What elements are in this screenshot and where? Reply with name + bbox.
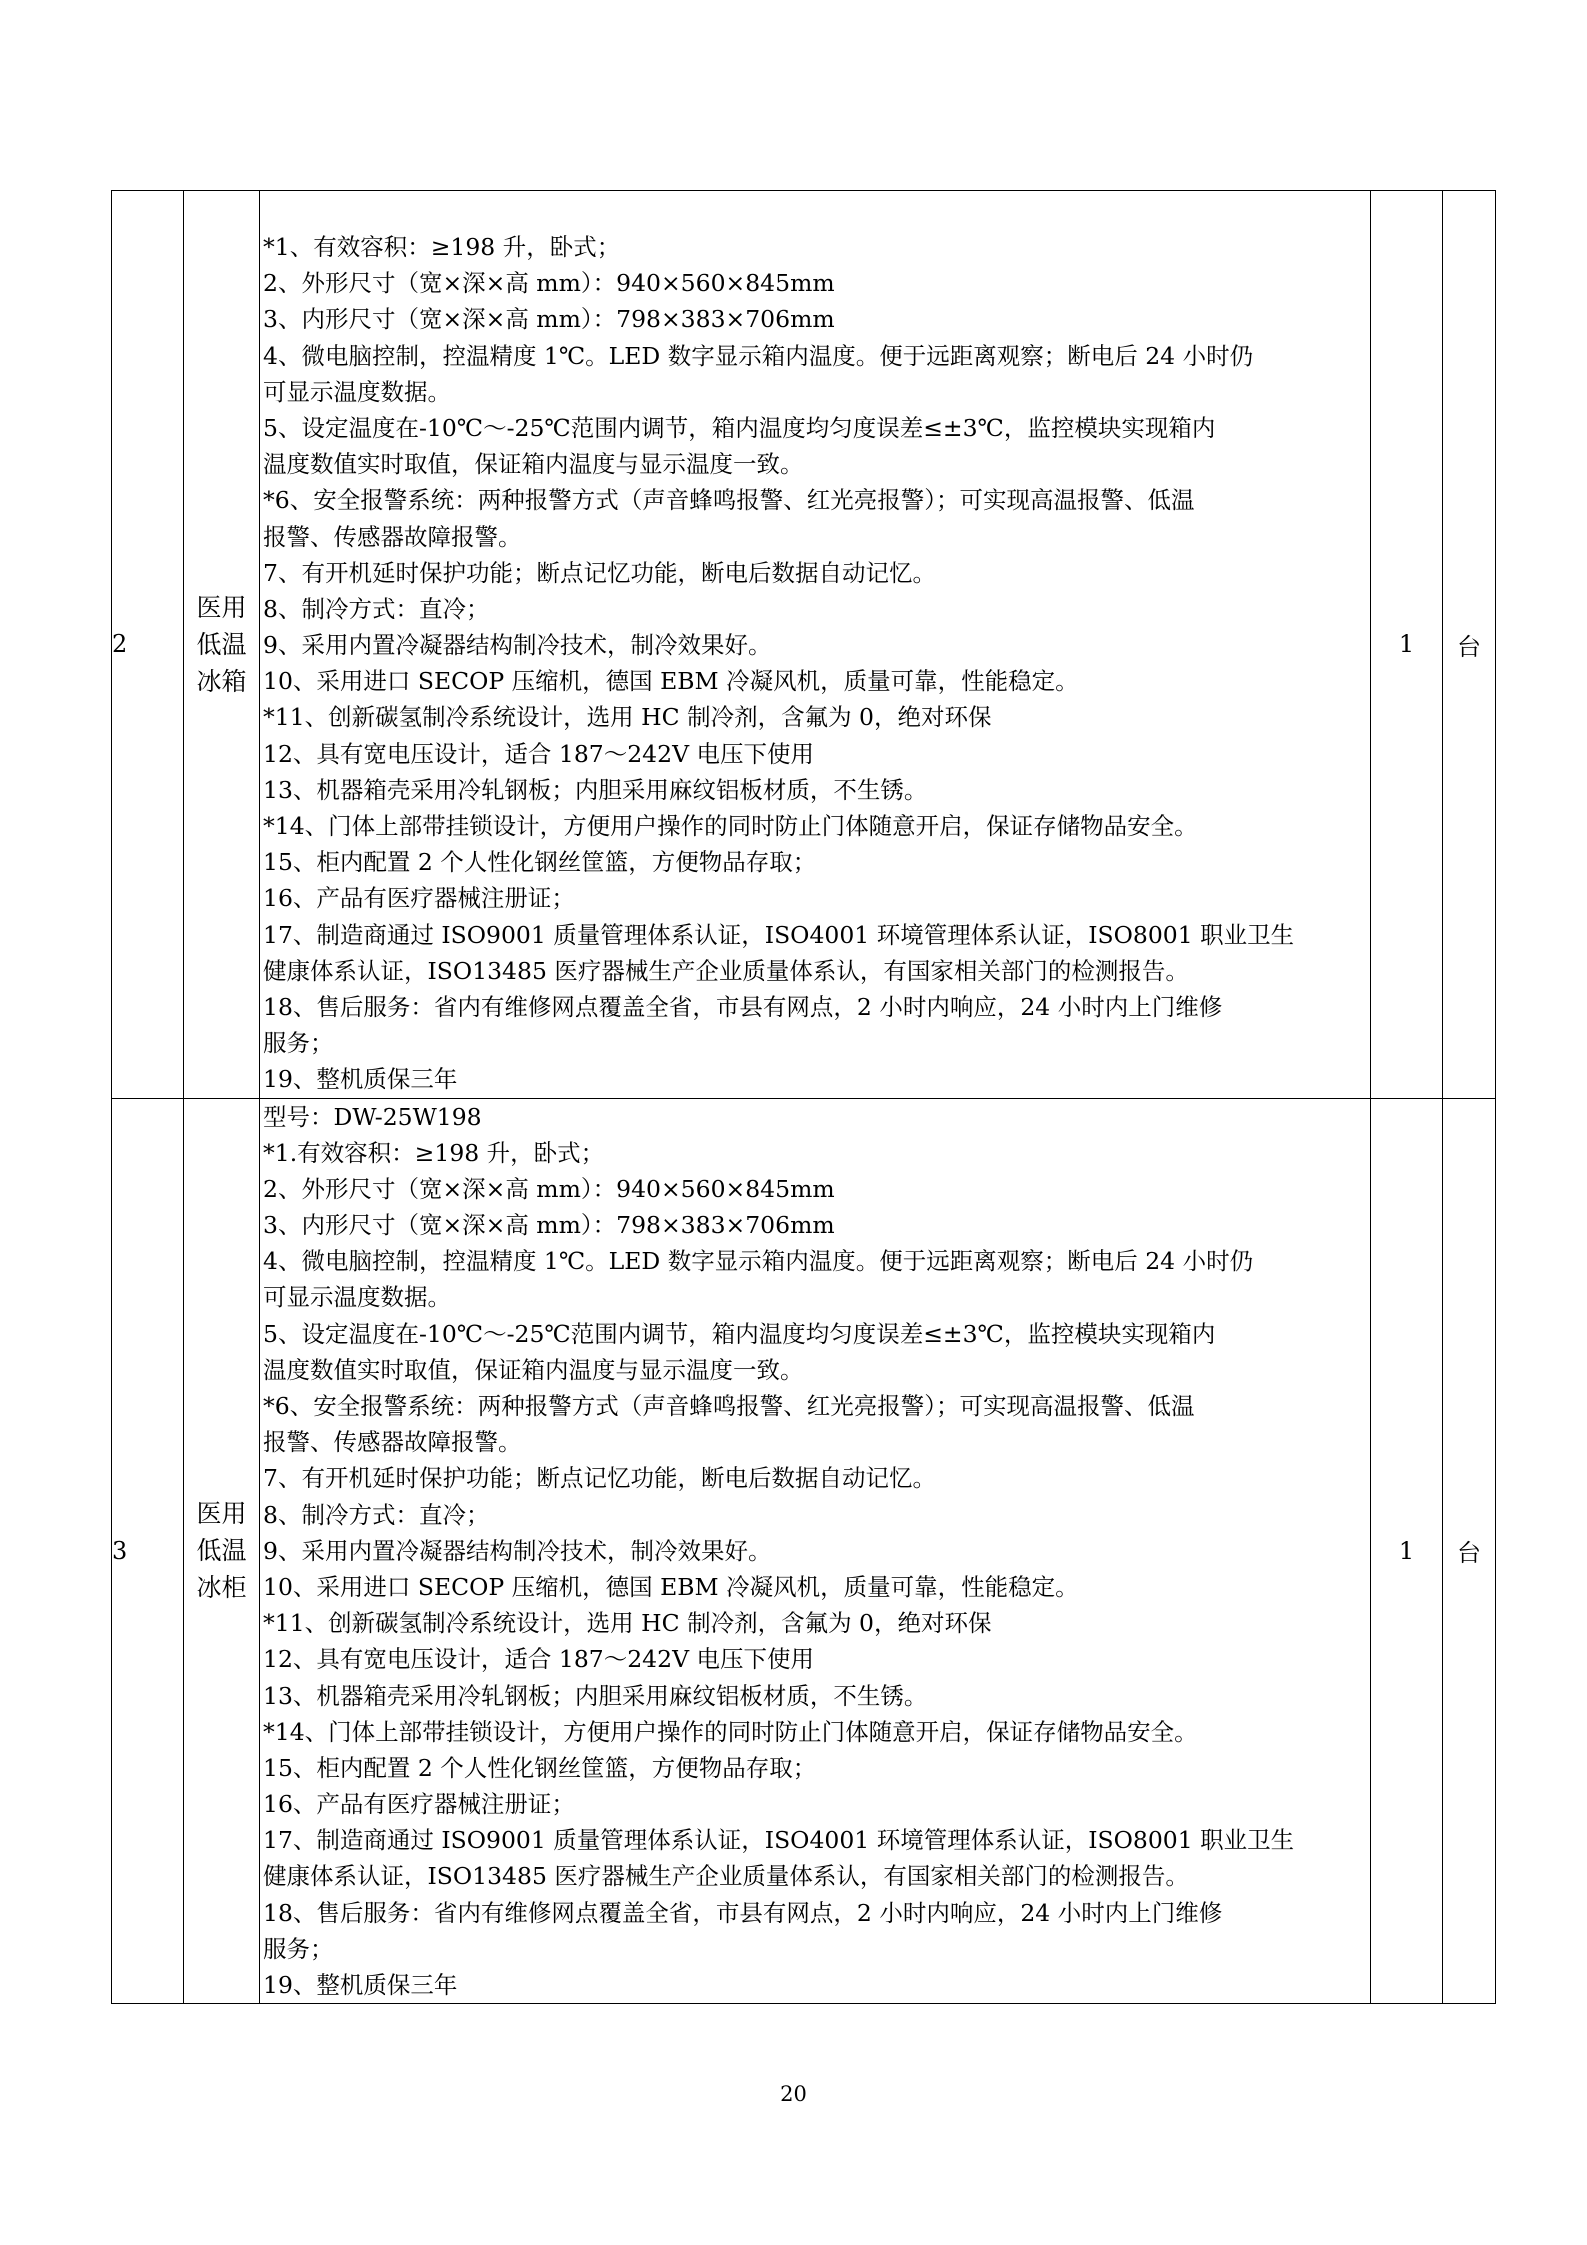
spec-line: 8、制冷方式：直冷； [263,594,490,623]
spec-line: *1、有效容积：≥198 升，卧式； [263,233,621,261]
spec-line: 13、机器箱壳采用冷轧钢板；内胆采用麻纹铝板材质，不生锈。 [263,1681,928,1710]
spec-line: 健康体系认证，ISO13485 医疗器械生产企业质量体系认，有国家相关部门的检测报告。 [263,956,1189,985]
item-name-line: 冰柜 [196,1573,247,1603]
item-number: 2 [112,191,184,1099]
table-row [112,191,1496,1099]
spec-line: 16、产品有医疗器械注册证； [263,1790,575,1819]
page-number: 20 [780,2082,807,2106]
spec-line: 4、微电脑控制，控温精度 1℃。LED 数字显示箱内温度。便于远距离观察；断电后 24 小时仍 [263,1247,1254,1276]
item-specifications [260,1098,1371,2004]
equipment-spec-table [111,190,1496,2004]
spec-line: 16、产品有医疗器械注册证； [263,884,575,913]
spec-line: *14、门体上部带挂锁设计，方便用户操作的同时防止门体随意开启，保证存储物品安全。 [263,812,1198,840]
item-name-line: 冰箱 [196,666,247,696]
spec-line: 9、采用内置冷凝器结构制冷技术，制冷效果好。 [263,1536,772,1565]
spec-line: 报警、传感器故障报警。 [263,522,522,551]
spec-line: 13、机器箱壳采用冷轧钢板；内胆采用麻纹铝板材质，不生锈。 [263,775,928,804]
spec-line: 4、微电脑控制，控温精度 1℃。LED 数字显示箱内温度。便于远距离观察；断电后 24 小时仍 [263,341,1254,370]
spec-line: *6、安全报警系统：两种报警方式（声音蜂鸣报警、红光亮报警）；可实现高温报警、低温 [263,486,1195,515]
spec-line: 温度数值实时取值，保证箱内温度与显示温度一致。 [263,1355,804,1384]
spec-table-body [112,191,1496,2004]
spec-line: 可显示温度数据。 [263,377,451,406]
item-name [184,1098,260,2004]
spec-line: 15、柜内配置 2 个人性化钢丝筐篮，方便物品存取； [263,848,817,877]
spec-line: 17、制造商通过 ISO9001 质量管理体系认证，ISO4001 环境管理体系认证，ISO8001 职业卫生 [263,1826,1295,1855]
spec-line: 5、设定温度在-10℃～-25℃范围内调节，箱内温度均匀度误差≤±3℃，监控模块实现箱内 [263,413,1216,442]
spec-line: 12、具有宽电压设计，适合 187～242V 电压下使用 [263,1645,815,1674]
spec-line: 7、有开机延时保护功能；断点记忆功能，断电后数据自动记忆。 [263,558,936,587]
spec-line: 9、采用内置冷凝器结构制冷技术，制冷效果好。 [263,631,772,660]
item-quantity: 1 [1371,1098,1443,2004]
item-name-line: 医用 [196,1499,247,1529]
spec-line: 10、采用进口 SECOP 压缩机，德国 EBM 冷凝风机，质量可靠，性能稳定。 [263,667,1079,696]
item-unit: 台 [1443,1098,1496,2004]
item-number: 3 [112,1098,184,2004]
spec-line: *14、门体上部带挂锁设计，方便用户操作的同时防止门体随意开启，保证存储物品安全。 [263,1717,1198,1746]
spec-line: 10、采用进口 SECOP 压缩机，德国 EBM 冷凝风机，质量可靠，性能稳定。 [263,1572,1079,1601]
spec-line: 型号：DW-25W198 [263,1102,482,1131]
item-name-line: 低温 [196,629,247,659]
item-quantity: 1 [1371,191,1443,1099]
spec-line: *11、创新碳氢制冷系统设计，选用 HC 制冷剂，含氟为 0，绝对环保 [263,1609,992,1638]
item-specifications [260,191,1371,1099]
spec-line: 报警、传感器故障报警。 [263,1428,522,1457]
spec-line: 19、整机质保三年 [263,1065,458,1094]
spec-line: 服务； [263,1029,334,1058]
spec-line: 12、具有宽电压设计，适合 187～242V 电压下使用 [263,739,815,768]
spec-line: 2、外形尺寸（宽×深×高 mm）：940×560×845mm [263,1174,835,1203]
spec-line: *6、安全报警系统：两种报警方式（声音蜂鸣报警、红光亮报警）；可实现高温报警、低温 [263,1392,1195,1420]
item-unit: 台 [1443,191,1496,1099]
spec-line: 3、内形尺寸（宽×深×高 mm）：798×383×706mm [263,305,835,334]
spec-line: 8、制冷方式：直冷； [263,1500,490,1529]
spec-line: 18、售后服务：省内有维修网点覆盖全省，市县有网点，2 小时内响应，24 小时内上门维修 [263,992,1223,1021]
item-name-line: 医用 [196,592,247,622]
item-name-line: 低温 [196,1536,247,1566]
spec-line: *11、创新碳氢制冷系统设计，选用 HC 制冷剂，含氟为 0，绝对环保 [263,703,992,732]
spec-line: 19、整机质保三年 [263,1971,458,1999]
spec-line: *1.有效容积：≥198 升，卧式； [263,1138,605,1167]
spec-line: 18、售后服务：省内有维修网点覆盖全省，市县有网点，2 小时内响应，24 小时内上门维修 [263,1898,1223,1927]
spec-line: 服务； [263,1934,334,1963]
item-name [184,191,260,1099]
spec-line: 3、内形尺寸（宽×深×高 mm）：798×383×706mm [263,1211,835,1240]
spec-line: 可显示温度数据。 [263,1283,451,1312]
spec-line: 15、柜内配置 2 个人性化钢丝筐篮，方便物品存取； [263,1753,817,1782]
spec-line: 7、有开机延时保护功能；断点记忆功能，断电后数据自动记忆。 [263,1464,936,1493]
spec-line: 温度数值实时取值，保证箱内温度与显示温度一致。 [263,450,804,479]
spec-line: 17、制造商通过 ISO9001 质量管理体系认证，ISO4001 环境管理体系认证，ISO8001 职业卫生 [263,920,1295,949]
spec-line: 健康体系认证，ISO13485 医疗器械生产企业质量体系认，有国家相关部门的检测报告。 [263,1862,1189,1891]
spec-line: 2、外形尺寸（宽×深×高 mm）：940×560×845mm [263,269,835,298]
spec-line: 5、设定温度在-10℃～-25℃范围内调节，箱内温度均匀度误差≤±3℃，监控模块实现箱内 [263,1319,1216,1348]
table-row [112,1098,1496,2004]
